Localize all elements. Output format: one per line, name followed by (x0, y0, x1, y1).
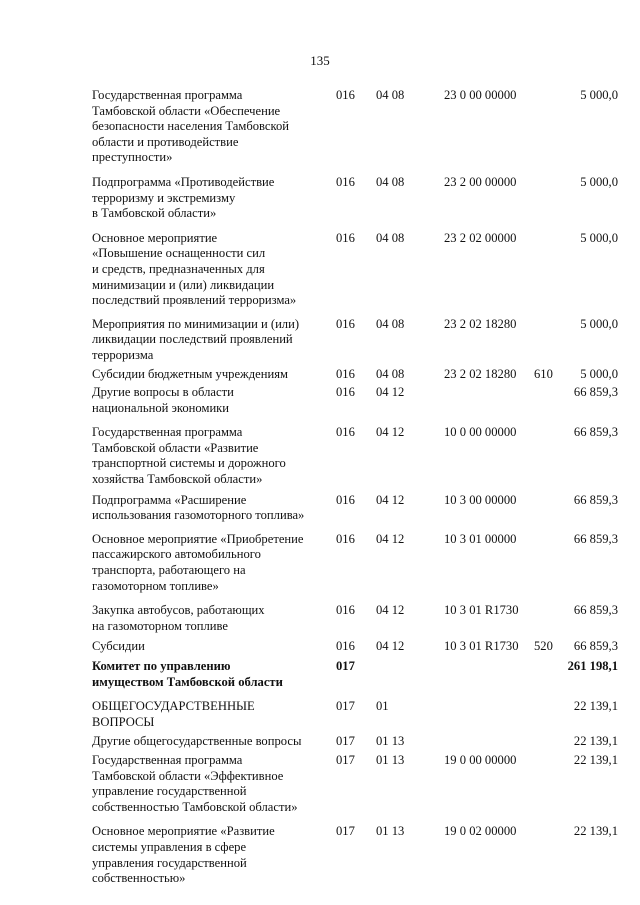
row-name: Основное мероприятие «Повышение оснащенности сил и средств, предназначенных для минимизации и (или) ликвидации последствий проявлений терроризма» (92, 230, 297, 308)
table-row (0, 425, 640, 487)
row-amount: 66 859,3 (573, 531, 618, 546)
row-section: 01 13 (376, 734, 405, 749)
row-amount: 22 139,1 (573, 699, 618, 714)
row-code: 016 (336, 88, 355, 102)
row-code: 017 (336, 659, 355, 673)
row-name: Государственная программа Тамбовской области «Обеспечение безопасности населения Тамбовской области и противодействие преступности» (92, 88, 290, 165)
row-code: 016 (336, 492, 355, 507)
row-name: ОБЩЕГОСУДАРСТВЕННЫЕ ВОПРОСЫ (92, 699, 255, 729)
row-name: Основное мероприятие «Развитие системы управления в сфере управления государственной собственностью» (92, 824, 275, 886)
row-name: Субсидии (92, 639, 145, 654)
table-row (0, 824, 640, 886)
row-amount: 66 859,3 (573, 639, 618, 654)
row-code: 016 (336, 366, 355, 381)
row-name: Мероприятия по минимизации и (или) ликвидации последствий проявлений терроризма (92, 316, 300, 362)
budget-table (0, 88, 640, 887)
row-amount: 66 859,3 (573, 492, 618, 507)
row-expense-type: 610 (534, 366, 553, 381)
row-amount: 22 139,1 (573, 752, 618, 767)
table-row (0, 493, 640, 524)
row-section: 01 13 (376, 824, 405, 839)
row-section: 04 08 (376, 230, 405, 245)
table-row (0, 385, 640, 416)
table-row (0, 88, 640, 166)
row-section: 01 13 (376, 752, 405, 767)
row-name: Другие общегосударственные вопросы (92, 734, 302, 749)
table-row (0, 603, 640, 634)
row-code: 016 (336, 425, 355, 440)
row-name: Комитет по управлению имуществом Тамбовской области (92, 659, 283, 689)
row-code: 016 (336, 531, 355, 546)
row-section: 01 (376, 699, 389, 714)
row-target: 10 3 01 R1730 (444, 639, 519, 654)
row-amount: 5 000,0 (580, 316, 618, 331)
table-row (0, 699, 640, 730)
row-code: 017 (336, 699, 355, 714)
row-target: 23 2 02 00000 (444, 230, 517, 245)
row-target: 10 3 01 R1730 (444, 603, 519, 618)
row-name: Государственная программа Тамбовской области «Эффективное управление государственной собственностью Тамбовской области» (92, 752, 298, 814)
row-section: 04 08 (376, 174, 405, 189)
row-name: Субсидии бюджетным учреждениям (92, 366, 288, 381)
row-code: 017 (336, 824, 355, 839)
row-code: 017 (336, 752, 355, 767)
row-code: 016 (336, 603, 355, 618)
row-target: 23 2 02 18280 (444, 316, 517, 331)
row-amount: 5 000,0 (580, 88, 618, 102)
row-section: 04 08 (376, 88, 405, 102)
row-name: Подпрограмма «Противодействие терроризму и экстремизму в Тамбовской области» (92, 174, 275, 221)
row-target: 23 0 00 00000 (444, 88, 517, 102)
row-amount: 5 000,0 (580, 366, 618, 381)
row-code: 016 (336, 174, 355, 189)
table-row (0, 231, 640, 309)
row-target: 10 3 00 00000 (444, 492, 517, 507)
row-section: 04 12 (376, 603, 405, 618)
row-section: 04 12 (376, 492, 405, 507)
table-row (0, 753, 640, 815)
table-row (0, 175, 640, 222)
row-section: 04 12 (376, 425, 405, 440)
row-name: Закупка автобусов, работающих на газомоторном топливе (92, 603, 265, 633)
row-target: 19 0 00 00000 (444, 752, 517, 767)
row-amount: 22 139,1 (573, 824, 618, 839)
row-code: 016 (336, 639, 355, 654)
row-section: 04 12 (376, 531, 405, 546)
table-row (0, 734, 640, 750)
row-section: 04 08 (376, 316, 405, 331)
row-amount: 22 139,1 (573, 734, 618, 749)
row-section: 04 12 (376, 639, 405, 654)
row-code: 017 (336, 734, 355, 749)
row-amount: 66 859,3 (573, 425, 618, 440)
row-amount: 5 000,0 (580, 230, 618, 245)
row-target: 19 0 02 00000 (444, 824, 517, 839)
row-amount: 261 198,1 (567, 659, 618, 673)
table-row (0, 367, 640, 383)
row-section: 04 08 (376, 366, 405, 381)
row-code: 016 (336, 385, 355, 400)
row-amount: 66 859,3 (573, 385, 618, 400)
row-target: 10 3 01 00000 (444, 531, 517, 546)
row-name: Другие вопросы в области национальной экономики (92, 385, 234, 415)
row-section: 04 12 (376, 385, 405, 400)
row-name: Основное мероприятие «Приобретение пассажирского автомобильного транспорта, работающего на газомоторном топливе» (92, 531, 304, 593)
row-name: Государственная программа Тамбовской области «Развитие транспортной системы и дорожного хозяйства Тамбовской области» (92, 425, 286, 487)
row-amount: 5 000,0 (580, 174, 618, 189)
row-name: Подпрограмма «Расширение использования газомоторного топлива» (92, 492, 305, 523)
row-amount: 66 859,3 (573, 603, 618, 618)
row-code: 016 (336, 230, 355, 245)
row-target: 10 0 00 00000 (444, 425, 517, 440)
row-code: 016 (336, 316, 355, 331)
table-row (0, 659, 640, 690)
table-row (0, 639, 640, 655)
row-expense-type: 520 (534, 639, 553, 654)
row-target: 23 2 00 00000 (444, 174, 517, 189)
table-row (0, 532, 640, 594)
row-target: 23 2 02 18280 (444, 366, 517, 381)
page-number: 135 (310, 53, 330, 68)
table-row (0, 317, 640, 364)
